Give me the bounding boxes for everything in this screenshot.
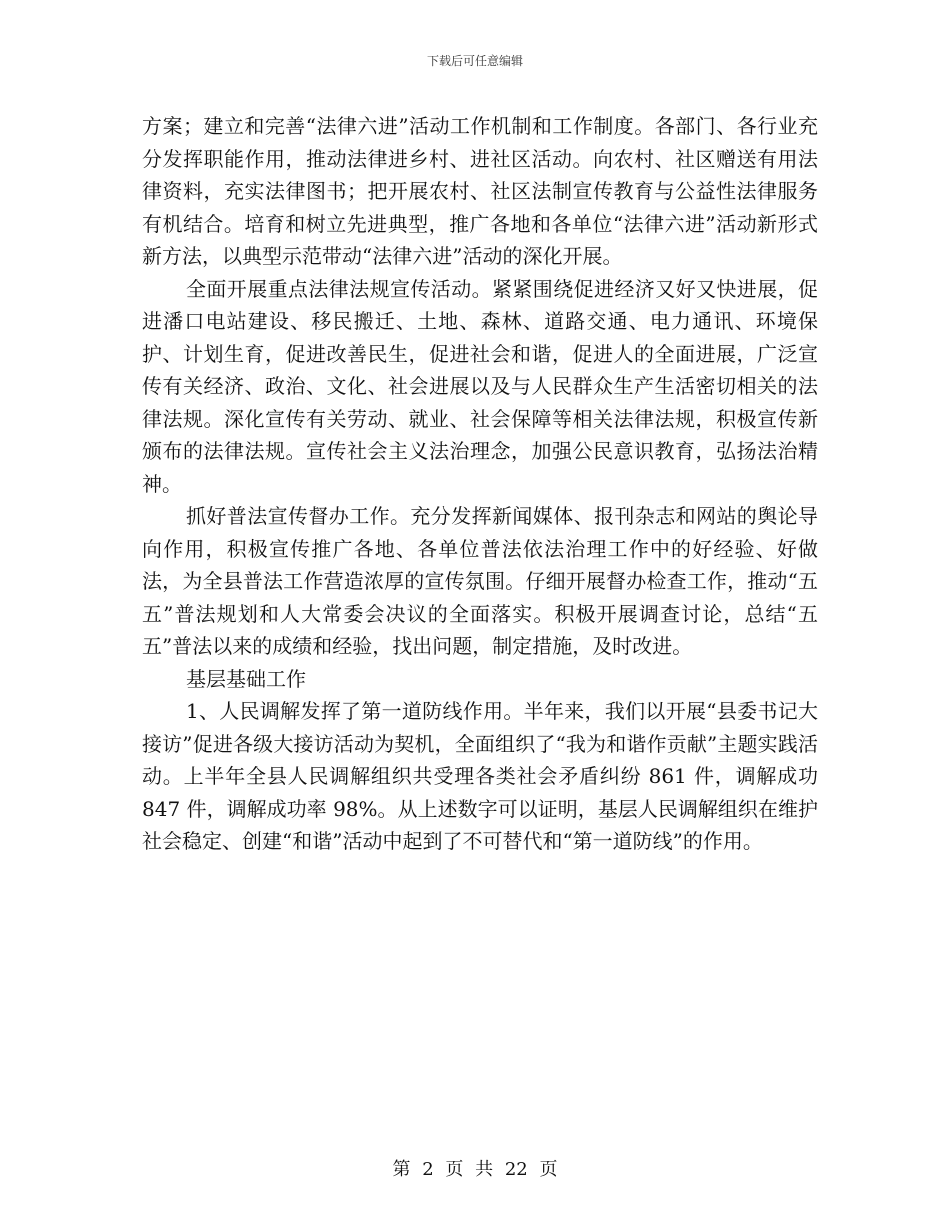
paragraph-2: 全面开展重点法律法规宣传活动。紧紧围绕促进经济又好又快进展，促进潘口电站建设、移民搬迁、土地、森林、道路交通、电力通讯、环境保护、计划生育，促进改善民生，促进社会和谐，促进人的全面进展，广泛宣传有关经济、政治、文化、社会进展以及与人民群众生产生活密切相关的法律法规。深化宣传有关劳动、就业、社会保障等相关法律法规，积极宣传新颁布的法律法规。宣传社会主义法治理念，加强公民意识教育，弘扬法治精神。	[142, 276, 818, 496]
paragraph-4: 1、人民调解发挥了第一道防线作用。半年来，我们以开展“县委书记大接访”促进各级大接访活动为契机，全面组织了“我为和谐作贡献”主题实践活动。上半年全县人民调解组织共受理各类社会矛盾纠纷 861 件，调解成功 847 件，调解成功率 98%。从上述数字可以证明，基层人民调解组织在维护社会稳定、创建“和谐”活动中起到了不可替代和“第一道防线”的作用。	[142, 699, 818, 853]
paragraph-1: 方案；建立和完善“法律六进”活动工作机制和工作制度。各部门、各行业充分发挥职能作用，推动法律进乡村、进社区活动。向农村、社区赠送有用法律资料，充实法律图书；把开展农村、社区法制宣传教育与公益性法律服务有机结合。培育和树立先进典型，推广各地和各单位“法律六进”活动新形式新方法，以典型示范带动“法律六进”活动的深化开展。	[142, 114, 818, 268]
page-header: 下载后可任意编辑	[426, 54, 523, 68]
page-number: 第 2 页 共 22 页	[392, 1159, 558, 1180]
paragraph-3: 抓好普法宣传督办工作。充分发挥新闻媒体、报刊杂志和网站的舆论导向作用，积极宣传推广各地、各单位普法依法治理工作中的好经验、好做法，为全县普法工作营造浓厚的宣传氛围。仔细开展督办检查工作，推动“五五”普法规划和人大常委会决议的全面落实。积极开展调查讨论，总结“五五”普法以来的成绩和经验，找出问题，制定措施，及时改进。	[142, 504, 818, 658]
section-heading: 基层基础工作	[186, 666, 306, 691]
document-body	[142, 110, 818, 858]
